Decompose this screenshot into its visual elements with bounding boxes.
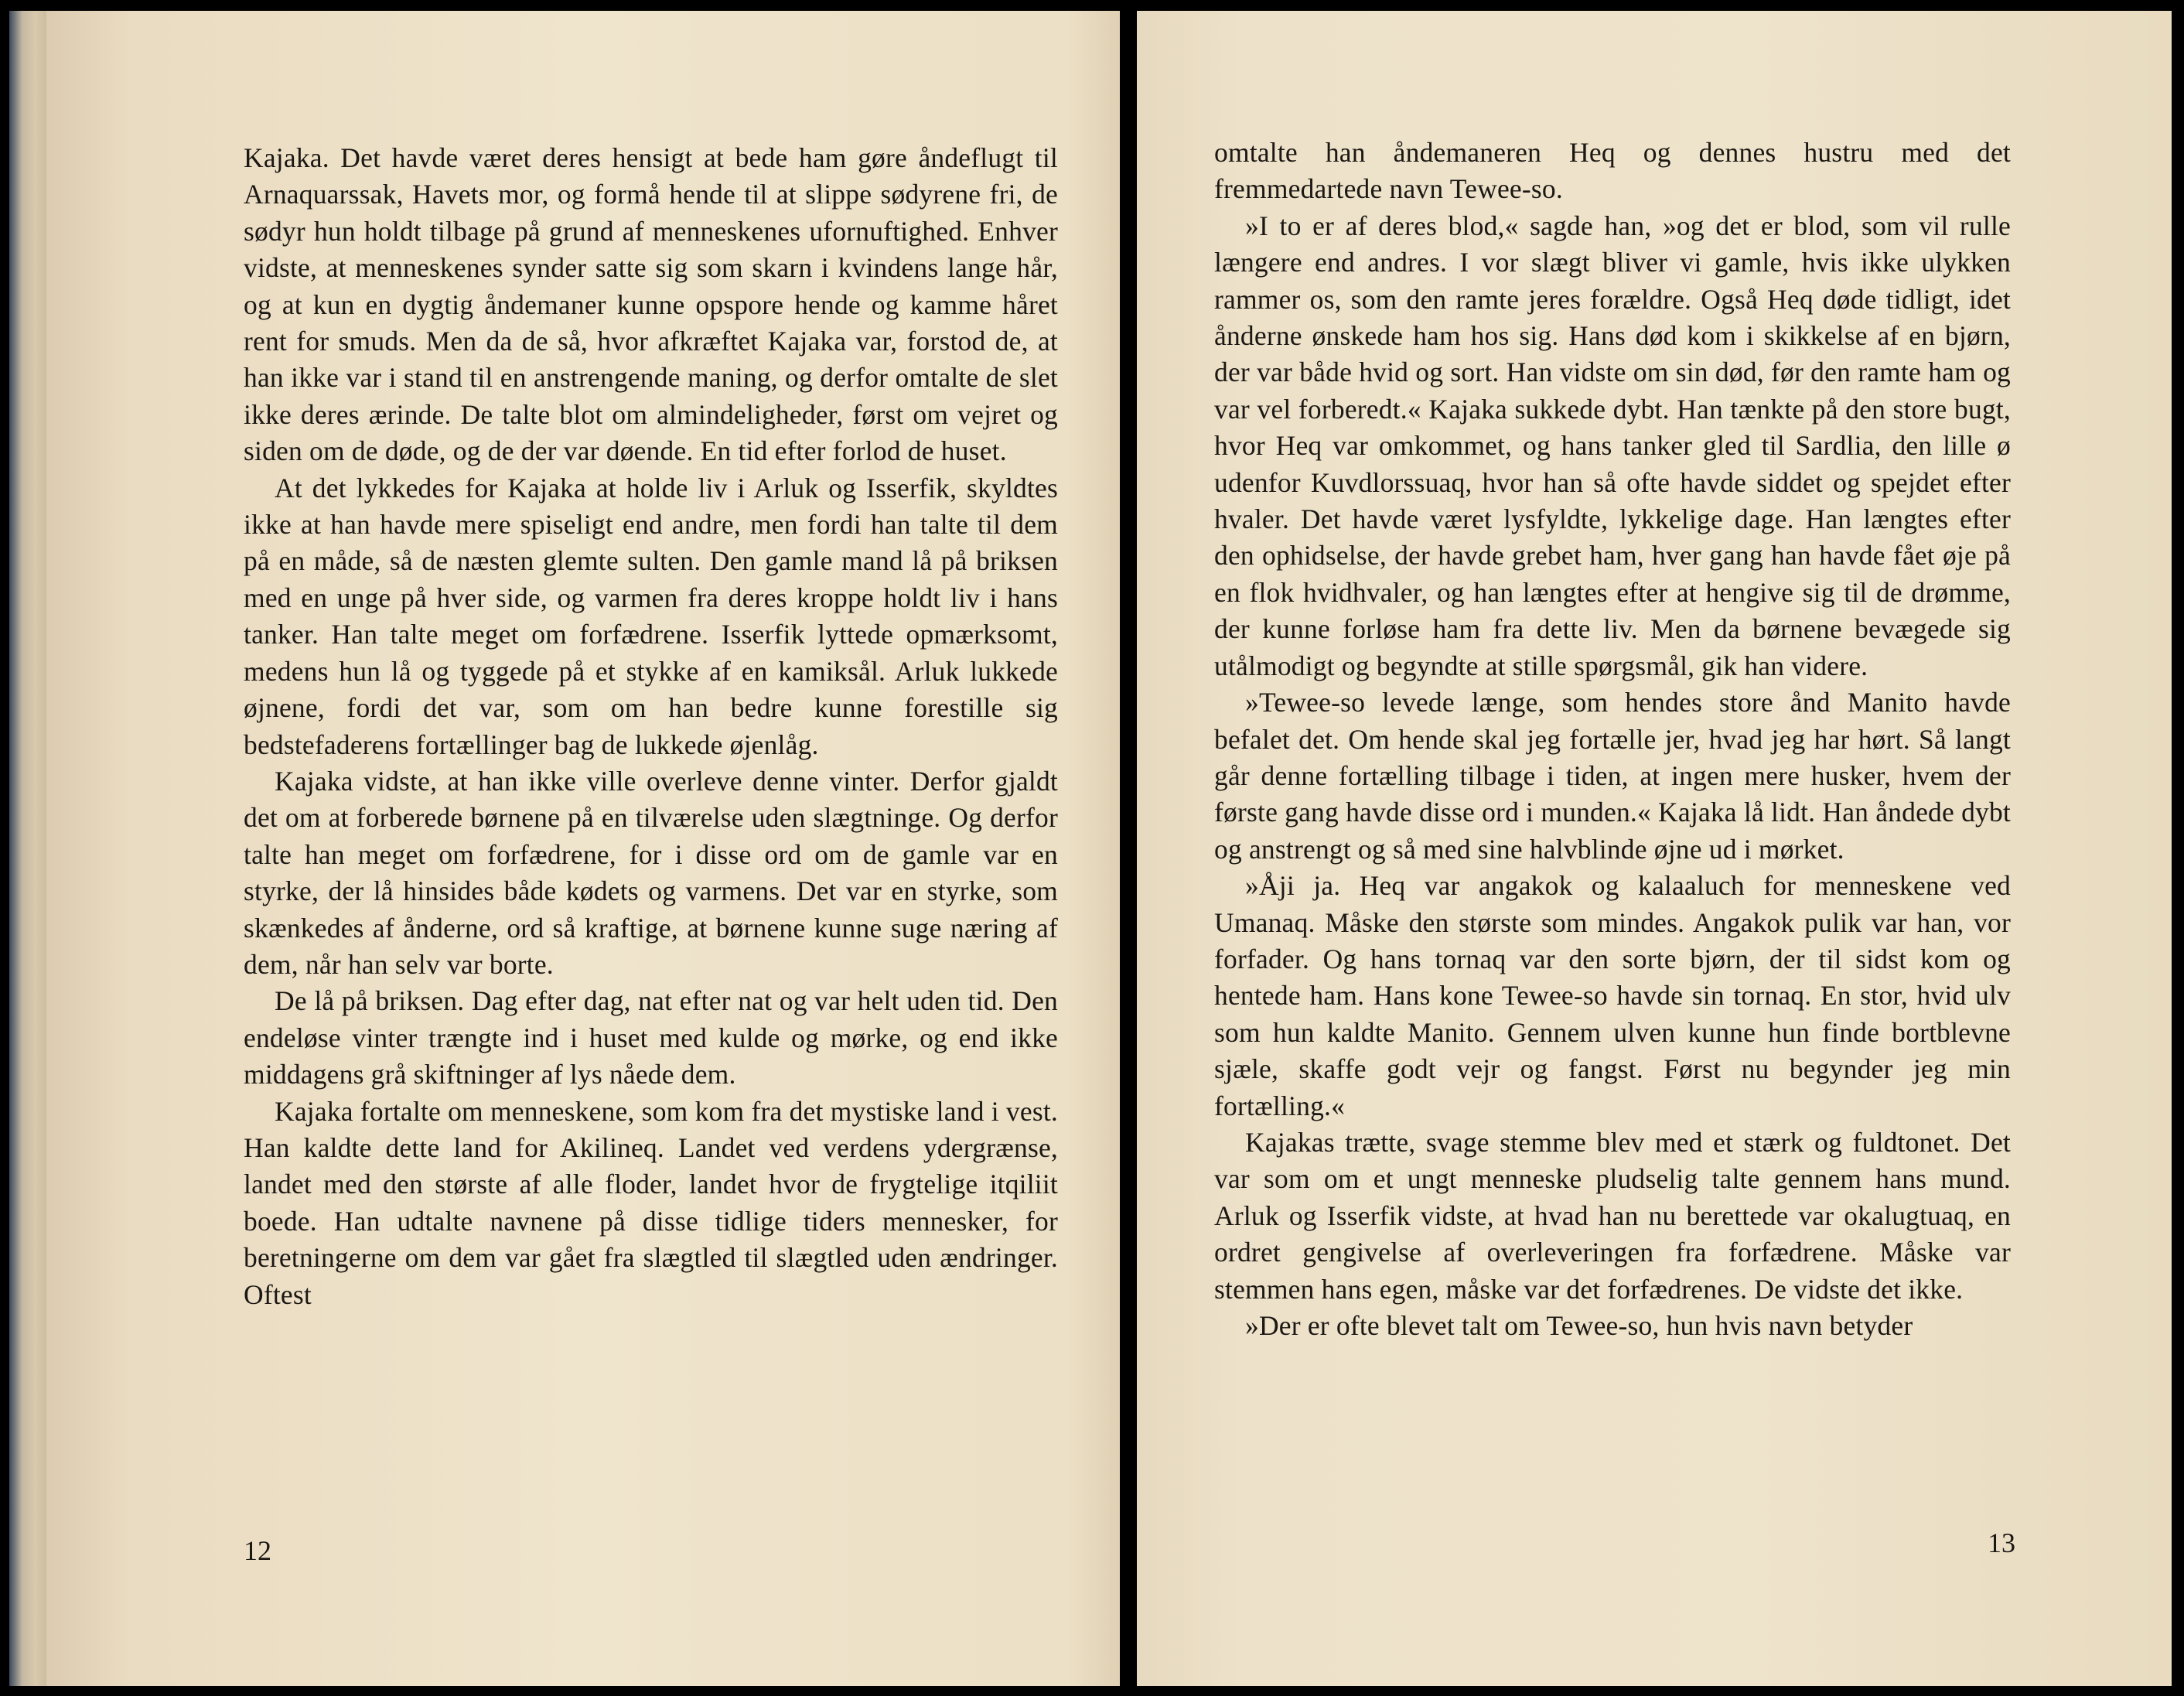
paragraph: De lå på briksen. Dag efter dag, nat efter nat og var helt uden tid. Den endeløse vinter trængte ind i huset med kulde og mørke, og end ikke middagens grå skiftninger af lys nåede dem.	[244, 985, 1058, 1090]
book-spine-edge	[9, 11, 46, 1686]
paragraph: »Der er ofte blevet talt om Tewee-so, hun hvis navn betyder	[1245, 1310, 1913, 1341]
right-page-text	[1214, 135, 2011, 1344]
paragraph: Kajaka fortalte om menneskene, som kom fra det mystiske land i vest. Han kaldte dette land for Akilineq. Landet ved verdens ydergrænse, landet med den største af alle floder, landet hvor de frygtelige itqiliit boede. Han udtalte navnene på disse tidlige tiders mennesker, for beretningerne om dem var gået fra slægtled til slægtled uden ændringer. Oftest	[244, 1095, 1058, 1310]
right-page	[1137, 11, 2172, 1686]
paragraph: Kajaka. Det havde været deres hensigt at bede ham gøre åndeflugt til Arnaquarssak, Havets mor, og formå hende til at slippe sødyrene fri, de sødyr hun holdt tilbage på grund af menneskenes ufornuftighed. Enhver vidste, at menneskenes synder satte sig som skarn i kvindens lange hår, og at kun en dygtig åndemaner kunne opspore hende og kamme håret rent for smuds. Men da de så, hvor afkræftet Kajaka var, forstod de, at han ikke var i stand til en anstrengende maning, og derfor omtalte de slet ikke deres ærinde. De talte blot om almindeligheder, først om vejret og siden om de døde, og de der var døende. En tid efter forlod de huset.	[244, 142, 1058, 467]
paragraph: »Åji ja. Heq var angakok og kalaaluch for menneskene ved Umanaq. Måske den største som mindes. Angakok pulik var han, vor forfader. Og hans tornaq var den sorte bjørn, der til sidst kom og hentede ham. Hans kone Tewee-so havde sin tornaq. En stor, hvid ulv som hun kaldte Manito. Gennem ulven kunne hun finde bortblevne sjæle, skaffe godt vejr og fangst. Først nu begynder jeg min fortælling.«	[1214, 870, 2011, 1121]
paragraph: »Tewee-so levede længe, som hendes store ånd Manito havde befalet det. Om hende skal jeg fortælle jer, hvad jeg har hørt. Så langt går denne fortælling tilbage i tiden, at ingen mere husker, hvem der første gang havde disse ord i munden.« Kajaka lå lidt. Han åndede dybt og anstrengt og så med sine halvblinde øjne ud i mørket.	[1214, 687, 2011, 865]
left-page	[46, 11, 1120, 1686]
page-number-right: 13	[1988, 1527, 2015, 1558]
paragraph: Kajaka vidste, at han ikke ville overleve denne vinter. Derfor gjaldt det om at forberede børnene på en tilværelse uden slægtninge. Og derfor talte han meget om forfædrene, for i disse ord om de gamle var en styrke, der lå hinsides både kødets og varmens. Det var en styrke, som skænkedes af ånderne, ord så kraftige, at børnene kunne suge næring af dem, når han selv var borte.	[244, 765, 1058, 980]
paragraph: »I to er af deres blod,« sagde han, »og det er blod, som vil rulle længere end andres. I vor slægt bliver vi gamle, hvis ikke ulykken rammer os, som den ramte jeres forældre. Også Heq døde tidligt, idet ånderne ønskede ham hos sig. Hans død kom i skikkelse af en bjørn, der var både hvid og sort. Han vidste om sin død, før den ramte ham og var vel forberedt.« Kajaka sukkede dybt. Han tænkte på den store bugt, hvor Heq var omkommet, og hans tanker gled til Sardlia, den lille ø udenfor Kuvdlorssuaq, hvor han så ofte havde siddet og spejdet efter hvaler. Det havde været lysfyldte, lykkelige dage. Han længtes efter den ophidselse, der havde grebet ham, hver gang han havde fået øje på en flok hvidhvaler, og han længtes efter at hengive sig til de drømme, der kunne forløse ham fra dette liv. Men da børnene bevægede sig utålmodigt og begyndte at stille spørgsmål, gik han videre.	[1214, 210, 2011, 681]
page-number-left: 12	[244, 1535, 271, 1566]
paragraph: omtalte han åndemaneren Heq og dennes hustru med det fremmedartede navn Tewee-so.	[1214, 137, 2011, 205]
paragraph: Kajakas trætte, svage stemme blev med et stærk og fuldtonet. Det var som om et ungt menneske pludselig talte gennem hans mund. Arluk og Isserfik vidste, at hvad han nu berettede var okalugtuaq, en ordret gengivelse af overleveringen fra forfædrene. Måske var stemmen hans egen, måske var det forfædrenes. De vidste det ikke.	[1214, 1126, 2011, 1305]
left-page-text	[244, 140, 1058, 1313]
paragraph: At det lykkedes for Kajaka at holde liv i Arluk og Isserfik, skyldtes ikke at han havde mere spiseligt end andre, men fordi han talte til dem på en måde, så de næsten glemte sulten. Den gamle mand lå på briksen med en unge på hver side, og varmen fra deres kroppe holdt liv i hans tanker. Han talte meget om forfædrene. Isserfik lyttede opmærksomt, medens hun lå og tyggede på et stykke af en kamiksål. Arluk lukkede øjnene, fordi det var, som om han bedre kunne forestille sig bedstefaderens fortællinger bag de lukkede øjenlåg.	[244, 472, 1058, 760]
